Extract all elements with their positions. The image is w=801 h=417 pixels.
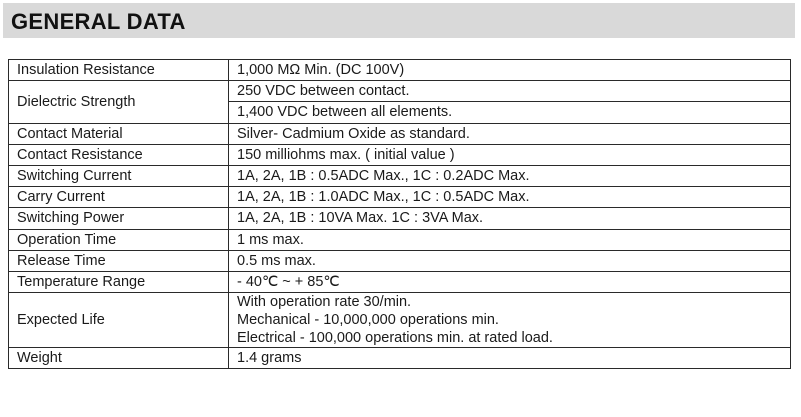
row-value: - 40℃ ~ + 85℃ [229,271,791,292]
row-value [229,293,791,348]
table-row [9,144,791,165]
row-value: 1,400 VDC between all elements. [229,102,791,123]
section-header [3,3,795,38]
expected-life-line: Mechanical - 10,000,000 operations min. [237,312,499,329]
row-value: 1A, 2A, 1B : 10VA Max. 1C : 3VA Max. [229,208,791,229]
row-label: Contact Resistance [9,144,229,165]
table-row [9,229,791,250]
row-value: 1A, 2A, 1B : 1.0ADC Max., 1C : 0.5ADC Max. [229,187,791,208]
table-row [9,348,791,369]
table-row [9,208,791,229]
section-title: GENERAL DATA [11,9,186,34]
row-value: 1 ms max. [229,229,791,250]
table-row [9,271,791,292]
table-row [9,293,791,348]
row-value: 150 milliohms max. ( initial value ) [229,144,791,165]
row-label: Operation Time [9,229,229,250]
row-label: Release Time [9,250,229,271]
expected-life-line: Electrical - 100,000 operations min. at rated load. [237,330,553,347]
general-data-table [8,59,791,369]
row-value: 1.4 grams [229,348,791,369]
table-row [9,250,791,271]
table-row [9,81,791,102]
row-label: Weight [9,348,229,369]
row-label: Insulation Resistance [9,60,229,81]
row-label: Switching Current [9,165,229,186]
row-value: 0.5 ms max. [229,250,791,271]
row-label: Expected Life [9,293,229,348]
row-value: Silver- Cadmium Oxide as standard. [229,123,791,144]
row-label: Switching Power [9,208,229,229]
row-label: Dielectric Strength [9,81,229,123]
table-row [9,60,791,81]
row-value: 1A, 2A, 1B : 0.5ADC Max., 1C : 0.2ADC Max. [229,165,791,186]
row-value: 250 VDC between contact. [229,81,791,102]
row-label: Temperature Range [9,271,229,292]
row-value: 1,000 MΩ Min. (DC 100V) [229,60,791,81]
table-row [9,123,791,144]
table-row [9,187,791,208]
expected-life-line: With operation rate 30/min. [237,294,412,311]
table-row [9,165,791,186]
row-label: Contact Material [9,123,229,144]
row-label: Carry Current [9,187,229,208]
